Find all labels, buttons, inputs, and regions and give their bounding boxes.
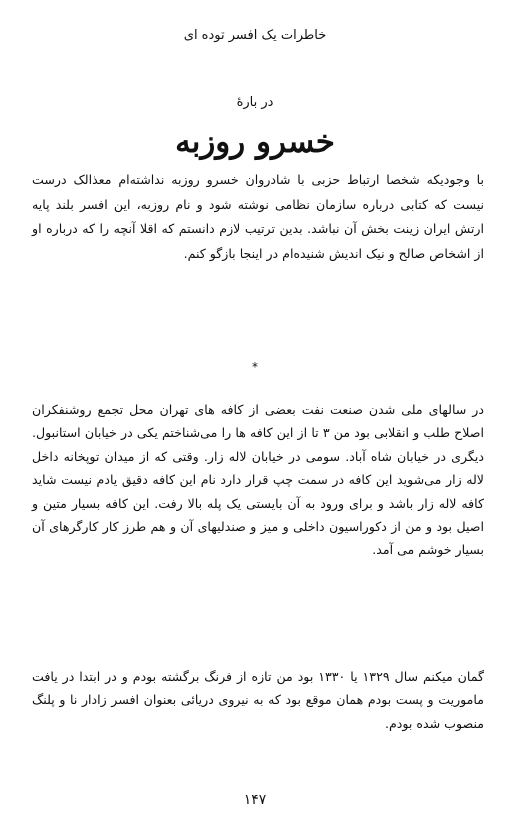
body-paragraph-navy: گمان میکنم سال ۱۳۲۹ یا ۱۳۳۰ بود من تازه از فرنگ برگشته بودم و در ابتدا در یافت ماموریت و پست بودم همان موقع بود که به نیروی دریائی بعنوان افسر زادار نا و پلنگ منصوب شده بودم. — [32, 669, 484, 731]
running-header: خاطرات یک افسر توده ای — [183, 28, 327, 43]
body-paragraph-cafe: در سالهای ملی شدن صنعت نفت بعضی از کافه های تهران محل تجمع روشنفکران اصلاح طلب و انقلابی بود من ۳ تا از این کافه ها را می‌شناختم یکی در خیابان استانبول. دیگری در خیابان شاه آباد. سومی در خیابان لاله زار. وقتی که از میدان توپخانه داخل لاله زار می‌شوید این کافه در سمت چپ قرار دارد نام این کافه دقیق یادم نیست شاید کافه لاله زار باشد و برای ورود به آن بایستی یک پله بالا رفت. این کافه بسیار متین و اصیل بود و من از دکوراسیون داخلی و میز و صندلیهای آن و هم طرز کار کارگرهای آن بسیار خوشم می آمد. — [32, 402, 484, 558]
intro-paragraph: با وجودیکه شخصا ارتباط حزبی با شادروان خسرو روزبه نداشته‌ام معذالک درست نیست که کتابی درباره سازمان نظامی نوشته شود و نام روزبه، این افسر بلند پایه ارتش ایران زینت بخش آن نباشد. بدین ترتیب لازم دانستم که اقلا آنچه را که درباره او از اشخاص صالح و نیک اندیش شنیده‌ام در اینجا بازگو کنم. — [32, 172, 484, 261]
section-separator: * — [252, 360, 258, 374]
pre-title: در بارهٔ — [236, 95, 274, 110]
page-title: خسرو روزبه — [175, 124, 335, 160]
page-number: ۱۴۷ — [243, 792, 267, 808]
